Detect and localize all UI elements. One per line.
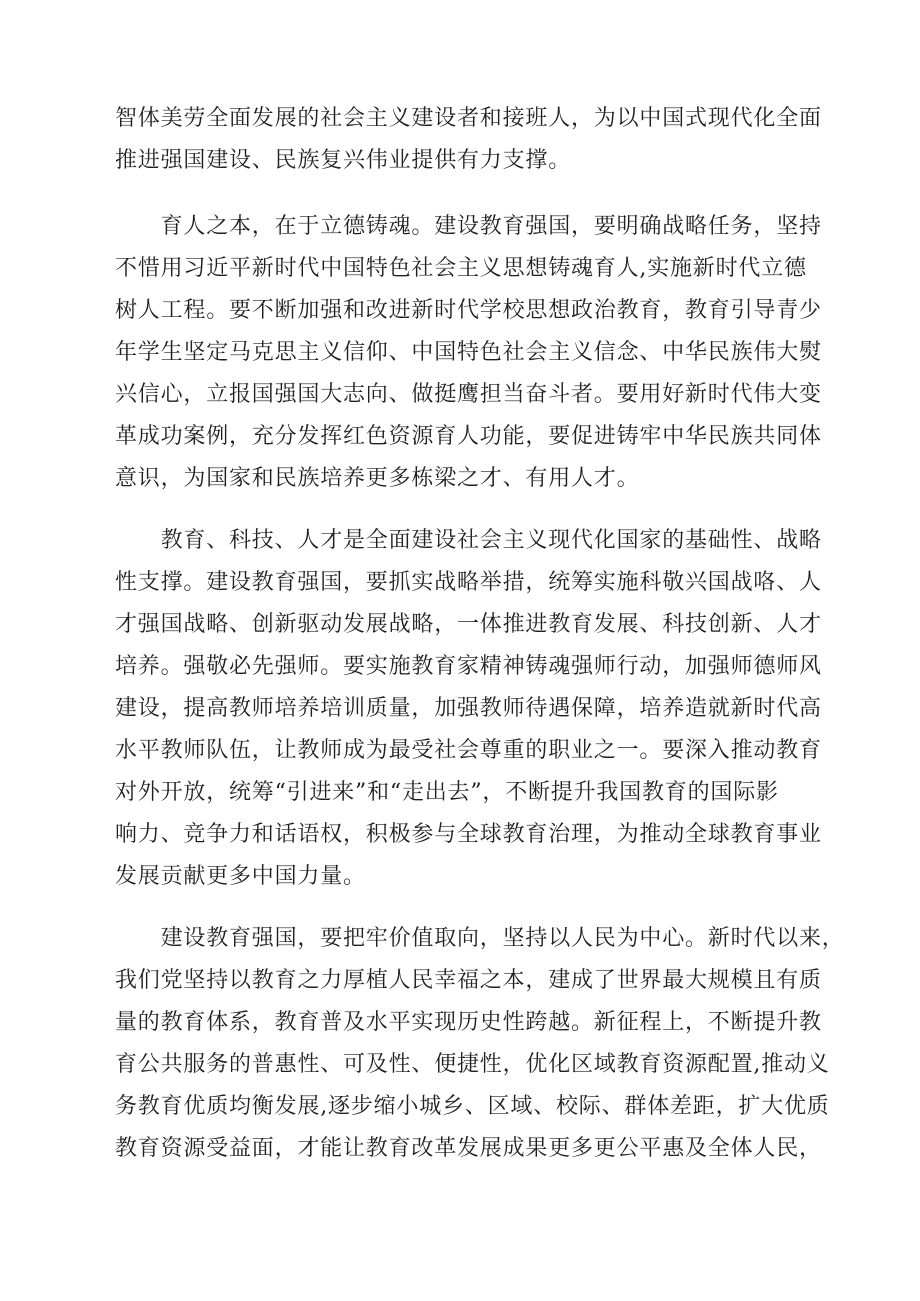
text-line: 对外开放，统筹“引进来”和“走出去”，不断提升我国教育的国际影 (115, 780, 779, 805)
paragraph-2 (115, 206, 835, 500)
paragraph-3 (115, 520, 835, 898)
text-line: 我们党坚持以教育之力厚植人民幸福之本，建成了世界最大规模且有质 (115, 968, 822, 993)
text-line: 性支撑。建设教育强国，要抓实战略举措，统筹实施科敬兴国战咯、人 (115, 570, 822, 595)
text-line: 教育、科技、人才是全面建设社会主义现代化国家的基础性、战略 (115, 528, 822, 553)
text-line: 水平教师队伍，让教师成为最受社会尊重的职业之一。要深入推动教育 (115, 738, 822, 763)
text-line: 不惜用习近平新时代中国特色社会主义思想铸魂育人,实施新时代立德 (115, 256, 807, 281)
text-line: 培养。强敬必先强师。要实施教育家精神铸魂强师行动，加强师德师风 (115, 654, 822, 679)
text-line: 年学生坚定马克思主义信仰、中国特色社会主义信念、中华民族伟大熨 (115, 340, 822, 365)
text-line: 育人之本，在于立德铸魂。建设教育强国，要明确战略任务，坚持 (115, 214, 822, 239)
text-line: 意识，为国家和民族培养更多栋梁之才、有用人才。 (115, 466, 640, 491)
text-line: 才强国战略、创新驱动发展战略，一体推进教育发展、科技创新、人才 (115, 612, 822, 637)
text-line: 量的教育体系，教育普及水平实现历史性跨越。新征程上，不断提升教 (115, 1010, 822, 1035)
text-line: 建设，提高教师培养培训质量，加强教师待遇保障，培养造就新时代高 (115, 696, 822, 721)
text-line: 务教育优质均衡发展,逐步缩小城乡、区域、校际、群体差距，扩大优质 (115, 1094, 830, 1119)
text-line: 发展贡献更多中国力量。 (115, 864, 366, 889)
text-line: 智体美劳全面发展的社会主义建设者和接班人，为以中国式现代化全面 (115, 106, 822, 131)
text-line: 推进强国建设、民族复兴伟业提供有力支撑。 (115, 148, 572, 173)
text-line: 革成功案例，充分发挥红色资源育人功能，要促进铸牢中华民族共同体 (115, 424, 822, 449)
text-line: 树人工程。要不断加强和改进新时代学校思想政治教育，教育引导青少 (115, 298, 822, 323)
paragraph-4 (115, 918, 845, 1170)
text-line: 兴信心，立报国强国大志向、做挺鹰担当奋斗者。要用好新时代伟大变 (115, 382, 822, 407)
text-line: 响力、竞争力和话语权，积极参与全球教育治理，为推动全球教育事业 (115, 822, 822, 847)
text-line: 建设教育强国，要把牢价值取向，坚持以人民为中心。新时代以来， (115, 926, 845, 951)
text-line: 教育资源受益面，才能让教育改革发展成果更多更公平惠及全体人民， (115, 1136, 822, 1161)
paragraph-1 (115, 98, 835, 182)
document-body (115, 98, 845, 1170)
text-line: 育公共服务的普惠性、可及性、便捷性，优化区域教育资源配置,推动义 (115, 1052, 830, 1077)
